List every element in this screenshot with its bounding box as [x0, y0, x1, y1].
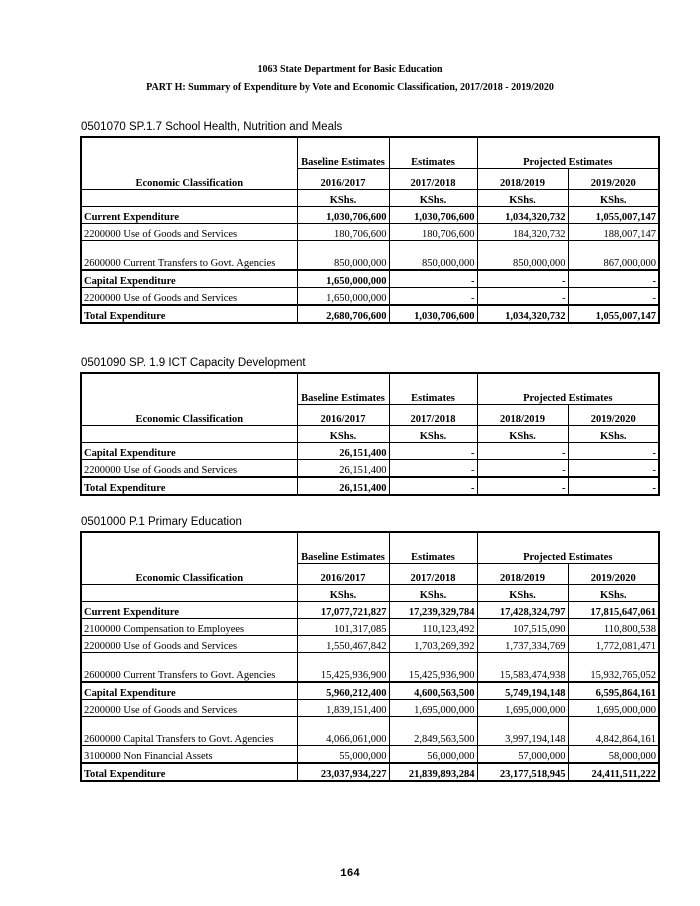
cell-value: 17,428,324,797	[477, 602, 568, 619]
cell-value: 180,706,600	[297, 224, 389, 241]
header-classification: Economic Classification	[81, 405, 297, 426]
table-row	[81, 682, 659, 700]
table-row	[81, 288, 659, 306]
cell-value: 26,151,400	[297, 460, 389, 478]
cell-value: 23,177,518,945	[477, 763, 568, 781]
header-unit: KShs.	[297, 426, 389, 443]
header-year: 2017/2018	[389, 564, 477, 585]
header-classification: Economic Classification	[81, 564, 297, 585]
row-label: 2100000 Compensation to Employees	[81, 619, 297, 636]
cell-value: 110,123,492	[389, 619, 477, 636]
table-row	[81, 224, 659, 241]
cell-value: 101,317,085	[297, 619, 389, 636]
row-label: 2200000 Use of Goods and Services	[81, 636, 297, 653]
row-label: Current Expenditure	[81, 602, 297, 619]
row-label: 3100000 Non Financial Assets	[81, 746, 297, 764]
cell-value: 17,239,329,784	[389, 602, 477, 619]
header-unit: KShs.	[477, 585, 568, 602]
cell-value: 1,839,151,400	[297, 700, 389, 717]
header-unit-empty	[81, 190, 297, 207]
cell-value: 55,000,000	[297, 746, 389, 764]
cell-value: 24,411,511,222	[568, 763, 659, 781]
row-label: Total Expenditure	[81, 763, 297, 781]
header-estimates: Estimates	[389, 532, 477, 564]
cell-value: -	[389, 477, 477, 495]
expenditure-table-ict	[80, 372, 660, 496]
row-label: 2200000 Use of Goods and Services	[81, 224, 297, 241]
section-title-primary-education: 0501000 P.1 Primary Education	[81, 516, 242, 528]
cell-value: 17,815,647,061	[568, 602, 659, 619]
header-cell-empty	[81, 137, 297, 169]
row-label: Current Expenditure	[81, 207, 297, 224]
cell-value: -	[477, 443, 568, 460]
cell-value: 1,650,000,000	[297, 270, 389, 288]
expenditure-table-school-health	[80, 136, 660, 324]
cell-value: -	[568, 443, 659, 460]
table-row	[81, 443, 659, 460]
row-label: Capital Expenditure	[81, 682, 297, 700]
cell-value: 1,055,007,147	[568, 207, 659, 224]
header-unit: KShs.	[389, 426, 477, 443]
table-row-total	[81, 477, 659, 495]
cell-value: -	[477, 270, 568, 288]
header-projected: Projected Estimates	[477, 373, 659, 405]
table-row	[81, 602, 659, 619]
table-row	[81, 653, 659, 683]
header-projected: Projected Estimates	[477, 532, 659, 564]
header-estimates: Estimates	[389, 137, 477, 169]
header-unit: KShs.	[297, 190, 389, 207]
row-label: Capital Expenditure	[81, 270, 297, 288]
header-unit-empty	[81, 585, 297, 602]
table-row	[81, 636, 659, 653]
row-label: Total Expenditure	[81, 477, 297, 495]
cell-value: -	[568, 288, 659, 306]
cell-value: -	[389, 288, 477, 306]
header-year: 2018/2019	[477, 564, 568, 585]
header-year: 2016/2017	[297, 169, 389, 190]
cell-value: 15,425,936,900	[297, 653, 389, 683]
cell-value: -	[389, 270, 477, 288]
cell-value: 188,007,147	[568, 224, 659, 241]
section-title-ict: 0501090 SP. 1.9 ICT Capacity Development	[81, 357, 306, 369]
page-number: 164	[340, 868, 360, 880]
cell-value: 5,960,212,400	[297, 682, 389, 700]
header-baseline: Baseline Estimates	[297, 532, 389, 564]
cell-value: -	[568, 270, 659, 288]
row-label: 2200000 Use of Goods and Services	[81, 460, 297, 478]
cell-value: 3,997,194,148	[477, 717, 568, 746]
document-subtitle: PART H: Summary of Expenditure by Vote and Economic Classification, 2017/2018 - 2019/2020	[146, 82, 554, 93]
document-title: 1063 State Department for Basic Education	[257, 64, 443, 75]
cell-value: 4,842,864,161	[568, 717, 659, 746]
header-year: 2016/2017	[297, 405, 389, 426]
cell-value: 26,151,400	[297, 443, 389, 460]
expenditure-table-primary-education	[80, 531, 660, 782]
row-label: 2600000 Capital Transfers to Govt. Agencies	[81, 717, 297, 746]
table-row	[81, 700, 659, 717]
cell-value: 2,680,706,600	[297, 305, 389, 323]
cell-value: 184,320,732	[477, 224, 568, 241]
cell-value: 850,000,000	[389, 241, 477, 271]
cell-value: 1,030,706,600	[389, 305, 477, 323]
header-projected: Projected Estimates	[477, 137, 659, 169]
cell-value: 1,695,000,000	[389, 700, 477, 717]
table-row	[81, 241, 659, 271]
cell-value: 1,650,000,000	[297, 288, 389, 306]
cell-value: 26,151,400	[297, 477, 389, 495]
header-unit: KShs.	[568, 190, 659, 207]
header-unit: KShs.	[477, 426, 568, 443]
cell-value: 1,034,320,732	[477, 305, 568, 323]
table-row	[81, 207, 659, 224]
row-label: 2600000 Current Transfers to Govt. Agencies	[81, 241, 297, 271]
cell-value: 1,034,320,732	[477, 207, 568, 224]
cell-value: 180,706,600	[389, 224, 477, 241]
cell-value: 107,515,090	[477, 619, 568, 636]
cell-value: 1,055,007,147	[568, 305, 659, 323]
cell-value: 21,839,893,284	[389, 763, 477, 781]
row-label: Capital Expenditure	[81, 443, 297, 460]
cell-value: 6,595,864,161	[568, 682, 659, 700]
table-row	[81, 460, 659, 478]
cell-value: -	[477, 477, 568, 495]
table-row	[81, 270, 659, 288]
cell-value: 56,000,000	[389, 746, 477, 764]
table-row	[81, 717, 659, 746]
cell-value: 4,600,563,500	[389, 682, 477, 700]
header-cell-empty	[81, 373, 297, 405]
header-estimates: Estimates	[389, 373, 477, 405]
cell-value: 15,425,936,900	[389, 653, 477, 683]
row-label: 2600000 Current Transfers to Govt. Agencies	[81, 653, 297, 683]
row-label: Total Expenditure	[81, 305, 297, 323]
header-year: 2019/2020	[568, 564, 659, 585]
cell-value: 1,703,269,392	[389, 636, 477, 653]
cell-value: 1,695,000,000	[477, 700, 568, 717]
cell-value: 1,772,081,471	[568, 636, 659, 653]
cell-value: 110,800,538	[568, 619, 659, 636]
cell-value: 57,000,000	[477, 746, 568, 764]
header-baseline: Baseline Estimates	[297, 137, 389, 169]
header-year: 2018/2019	[477, 405, 568, 426]
header-unit-empty	[81, 426, 297, 443]
cell-value: 850,000,000	[297, 241, 389, 271]
header-year: 2019/2020	[568, 405, 659, 426]
section-title-school-health: 0501070 SP.1.7 School Health, Nutrition and Meals	[81, 121, 343, 133]
cell-value: 5,749,194,148	[477, 682, 568, 700]
cell-value: 4,066,061,000	[297, 717, 389, 746]
cell-value: 17,077,721,827	[297, 602, 389, 619]
cell-value: 1,737,334,769	[477, 636, 568, 653]
header-unit: KShs.	[389, 190, 477, 207]
header-unit: KShs.	[297, 585, 389, 602]
cell-value: -	[568, 477, 659, 495]
header-unit: KShs.	[477, 190, 568, 207]
cell-value: -	[477, 288, 568, 306]
row-label: 2200000 Use of Goods and Services	[81, 288, 297, 306]
cell-value: -	[389, 443, 477, 460]
cell-value: 15,932,765,052	[568, 653, 659, 683]
cell-value: -	[477, 460, 568, 478]
header-classification: Economic Classification	[81, 169, 297, 190]
cell-value: 58,000,000	[568, 746, 659, 764]
header-year: 2019/2020	[568, 169, 659, 190]
cell-value: 15,583,474,938	[477, 653, 568, 683]
header-unit: KShs.	[389, 585, 477, 602]
cell-value: -	[568, 460, 659, 478]
header-baseline: Baseline Estimates	[297, 373, 389, 405]
header-cell-empty	[81, 532, 297, 564]
table-row-total	[81, 763, 659, 781]
table-row	[81, 746, 659, 764]
header-year: 2017/2018	[389, 405, 477, 426]
header-unit: KShs.	[568, 426, 659, 443]
cell-value: 2,849,563,500	[389, 717, 477, 746]
cell-value: -	[389, 460, 477, 478]
cell-value: 1,030,706,600	[297, 207, 389, 224]
header-unit: KShs.	[568, 585, 659, 602]
cell-value: 850,000,000	[477, 241, 568, 271]
header-year: 2018/2019	[477, 169, 568, 190]
table-row-total	[81, 305, 659, 323]
cell-value: 867,000,000	[568, 241, 659, 271]
header-year: 2017/2018	[389, 169, 477, 190]
cell-value: 1,550,467,842	[297, 636, 389, 653]
cell-value: 1,695,000,000	[568, 700, 659, 717]
header-year: 2016/2017	[297, 564, 389, 585]
table-row	[81, 619, 659, 636]
cell-value: 23,037,934,227	[297, 763, 389, 781]
row-label: 2200000 Use of Goods and Services	[81, 700, 297, 717]
cell-value: 1,030,706,600	[389, 207, 477, 224]
